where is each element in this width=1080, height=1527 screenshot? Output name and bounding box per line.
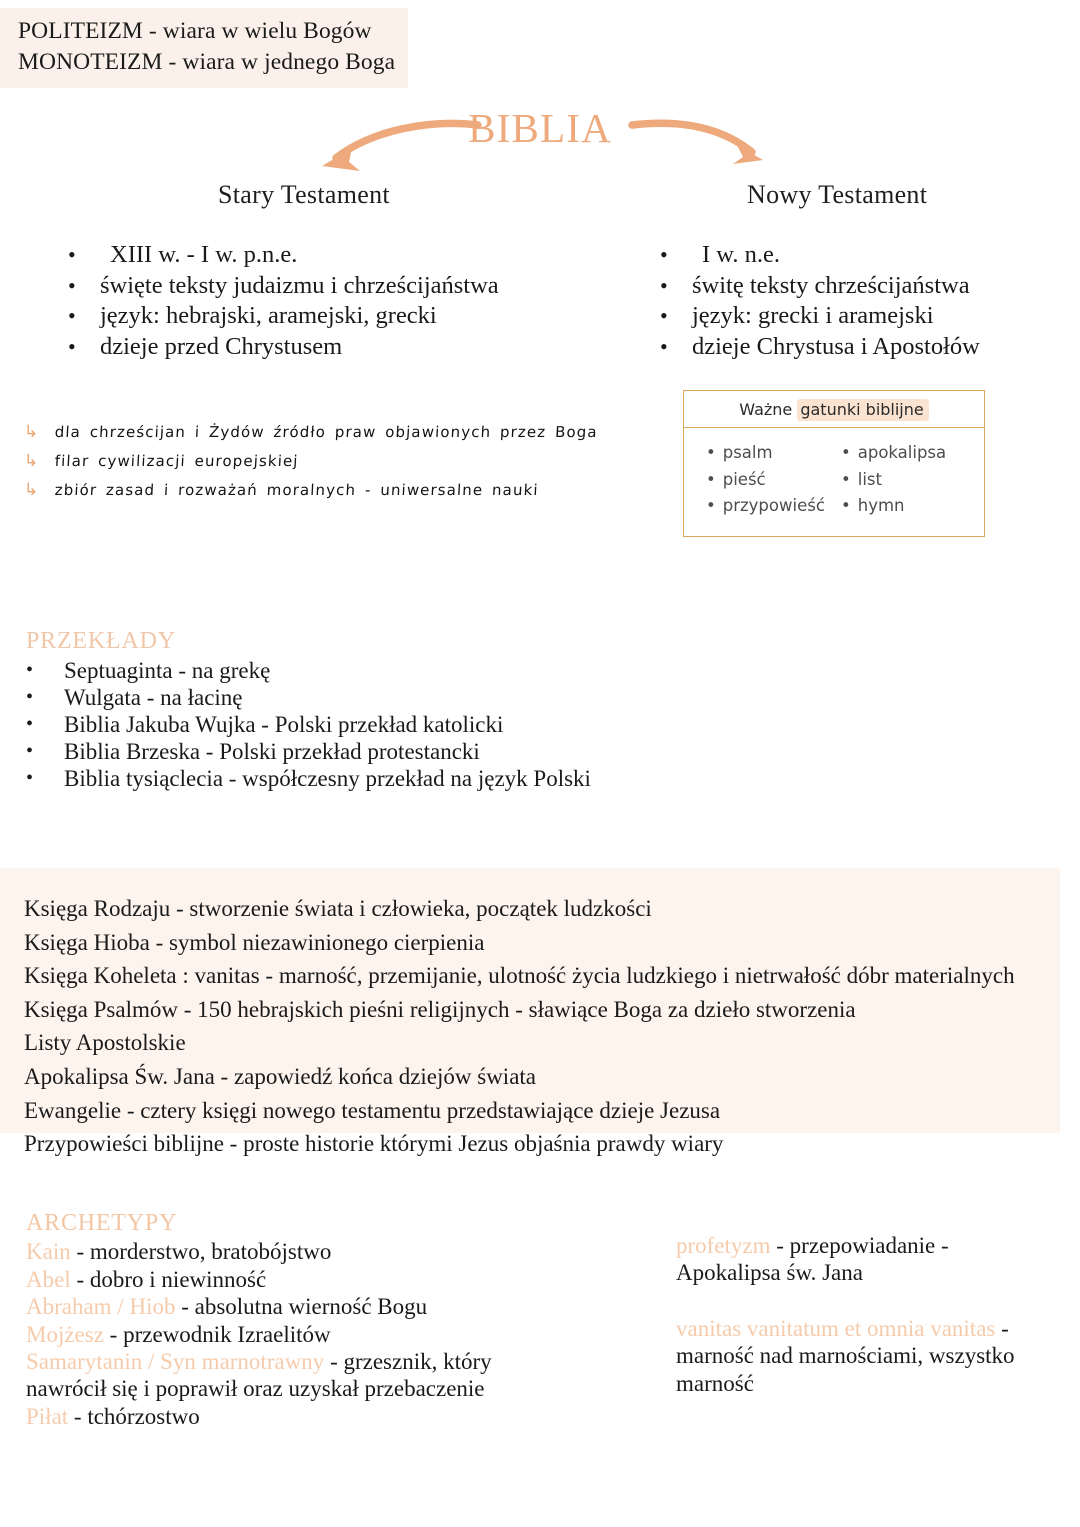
book-entry: Księga Koheleta : vanitas - marność, przemijanie, ulotność życia ludzkiego i nietrwałość dóbr materialnych	[24, 963, 1015, 989]
bullet-icon: •	[706, 469, 716, 489]
list-item: • Biblia tysiąclecia - współczesny przekład na język Polski	[26, 766, 591, 791]
archetype-row	[676, 1259, 1066, 1286]
hook-arrow-icon: ↳	[24, 451, 39, 471]
book-entry: Ewangelie - cztery księgi nowego testamentu przedstawiające dzieje Jezusa	[24, 1097, 721, 1123]
bullet-icon: •	[660, 333, 668, 359]
list-item: • psalm	[706, 443, 773, 462]
archetype-row	[676, 1342, 1066, 1369]
old-testament-heading: Stary Testament	[218, 180, 390, 209]
list-item: • Biblia Jakuba Wujka - Polski przekład katolicki	[26, 712, 504, 737]
list-item: • Septuaginta - na grekę	[26, 658, 271, 683]
archetype-key: Abraham / Hiob	[26, 1294, 176, 1320]
new-testament-heading: Nowy Testament	[747, 180, 928, 209]
list-item: • świtę teksty chrześcijaństwa	[660, 271, 1060, 302]
archetype-row	[26, 1266, 626, 1293]
bullet-icon: •	[841, 469, 851, 489]
genres-column-right	[841, 440, 976, 520]
hook-arrow-icon: ↳	[24, 480, 39, 500]
archetype-desc: Apokalipsa św. Jana	[676, 1260, 863, 1286]
old-testament-list	[68, 240, 628, 362]
list-item: • język: hebrajski, aramejski, grecki	[68, 301, 628, 332]
archetype-row	[26, 1403, 626, 1430]
translations-title: PRZEKŁADY	[26, 628, 176, 654]
bullet-icon: •	[68, 333, 76, 359]
archetype-key: profetyzm	[676, 1233, 771, 1258]
archetype-row	[26, 1238, 626, 1265]
note-row: ↳ filar cywilizacji europejskiej	[24, 447, 624, 476]
list-item: • święte teksty judaizmu i chrześcijaństwa	[68, 271, 628, 302]
archetype-desc: nawrócił się i poprawił oraz uzyskał przebaczenie	[26, 1376, 485, 1402]
bullet-icon: •	[26, 713, 34, 735]
book-entry: Apokalipsa Św. Jana - zapowiedź końca dziejów świata	[24, 1063, 537, 1089]
book-entry: Księga Psalmów - 150 hebrajskich pieśni religijnych - sławiące Boga za dzieło stworzenia	[24, 996, 856, 1022]
book-entry: Listy Apostolskie	[24, 1030, 186, 1056]
bullet-icon: •	[68, 272, 76, 298]
archetype-desc: -	[995, 1315, 1009, 1341]
bullet-icon: •	[26, 659, 34, 681]
archetype-key: Mojżesz	[26, 1321, 104, 1347]
list-item: • I w. n.e.	[660, 240, 1060, 271]
definition-monoteizm: MONOTEIZM - wiara w jednego Boga	[18, 49, 396, 75]
archetype-desc: marność	[676, 1370, 754, 1396]
archetype-desc: - dobro i niewinność	[70, 1266, 267, 1292]
archetype-desc: marność nad marnościami, wszystko	[676, 1343, 1015, 1369]
biblical-genres-box	[683, 390, 985, 537]
translations-section	[26, 628, 646, 792]
archetype-key: vanitas vanitatum et omnia vanitas	[676, 1315, 996, 1341]
genres-header-plain: Ważne	[739, 400, 798, 419]
spacer	[676, 1287, 1066, 1315]
archetype-row	[26, 1348, 626, 1375]
archetype-key: Piłat	[26, 1403, 69, 1429]
list-item: • język: grecki i aramejski	[660, 301, 1060, 332]
bullet-icon: •	[841, 496, 851, 515]
books-list	[24, 892, 1054, 1161]
handwritten-notes	[24, 418, 624, 505]
list-item: • przypowieść	[706, 496, 825, 515]
bullet-icon: •	[841, 443, 851, 462]
page-title: BIBLIA	[468, 105, 612, 151]
archetype-row	[676, 1370, 1066, 1397]
genres-column-left	[706, 440, 841, 520]
archetypes-left-column	[26, 1210, 626, 1430]
archetype-row	[26, 1293, 626, 1320]
genres-columns	[684, 428, 984, 536]
note-row: ↳ zbiór zasad i rozważań moralnych - uniwersalne nauki	[24, 476, 624, 505]
genres-box-header	[684, 391, 984, 428]
list-item: • Biblia Brzeska - Polski przekład protestancki	[26, 739, 480, 764]
bullet-icon: •	[26, 686, 34, 708]
archetype-row	[676, 1232, 1066, 1259]
archetype-row	[676, 1315, 1066, 1342]
bullet-icon: •	[68, 303, 76, 328]
new-testament-list	[660, 240, 1060, 362]
list-item: • dzieje przed Chrystusem	[68, 332, 628, 363]
archetype-desc: - tchórzostwo	[68, 1403, 200, 1429]
list-item: • apokalipsa	[841, 443, 947, 462]
archetype-row	[26, 1375, 626, 1402]
hook-arrow-icon: ↳	[24, 422, 39, 442]
archetypes-title: ARCHETYPY	[26, 1210, 178, 1236]
definitions-text	[18, 16, 408, 78]
list-item: • list	[841, 469, 882, 489]
list-item: • dzieje Chrystusa i Apostołów	[660, 332, 1060, 363]
archetype-key: Samarytanin / Syn marnotrawny	[26, 1349, 325, 1375]
bullet-icon: •	[26, 767, 34, 789]
list-item: • XIII w. - I w. p.n.e.	[68, 240, 628, 271]
archetype-row	[26, 1321, 626, 1348]
list-item: • Wulgata - na łacinę	[26, 685, 243, 710]
bullet-icon: •	[660, 272, 668, 298]
archetype-desc: - grzesznik, który	[324, 1349, 492, 1375]
archetype-desc: - przepowiadanie -	[770, 1233, 949, 1258]
archetype-desc: - przewodnik Izraelitów	[103, 1321, 331, 1347]
bullet-icon: •	[660, 242, 668, 267]
bullet-icon: •	[660, 303, 668, 328]
archetype-key: Kain	[26, 1239, 71, 1265]
definition-politeizm: POLITEIZM - wiara w wielu Bogów	[18, 18, 372, 44]
bullet-icon: •	[706, 443, 716, 462]
bullet-icon: •	[68, 242, 76, 267]
archetype-desc: - absolutna wierność Bogu	[175, 1294, 428, 1320]
note-row: ↳ dla chrześcijan i Żydów źródło praw objawionych przez Boga	[24, 418, 624, 447]
genres-header-highlight: gatunki biblijne	[797, 399, 928, 421]
list-item: • pieść	[706, 469, 766, 489]
list-item: • hymn	[841, 496, 905, 515]
archetypes-right-column	[676, 1232, 1066, 1397]
bullet-icon: •	[26, 740, 34, 762]
archetype-desc: - morderstwo, bratobójstwo	[70, 1239, 332, 1265]
bullet-icon: •	[706, 496, 716, 515]
book-entry: Księga Rodzaju - stworzenie świata i człowieka, początek ludzkości	[24, 896, 652, 921]
archetype-key: Abel	[26, 1266, 71, 1292]
book-entry: Przypowieści biblijne - proste historie którymi Jezus objaśnia prawdy wiary	[24, 1131, 724, 1157]
book-entry: Księga Hioba - symbol niezawinionego cierpienia	[24, 929, 485, 955]
